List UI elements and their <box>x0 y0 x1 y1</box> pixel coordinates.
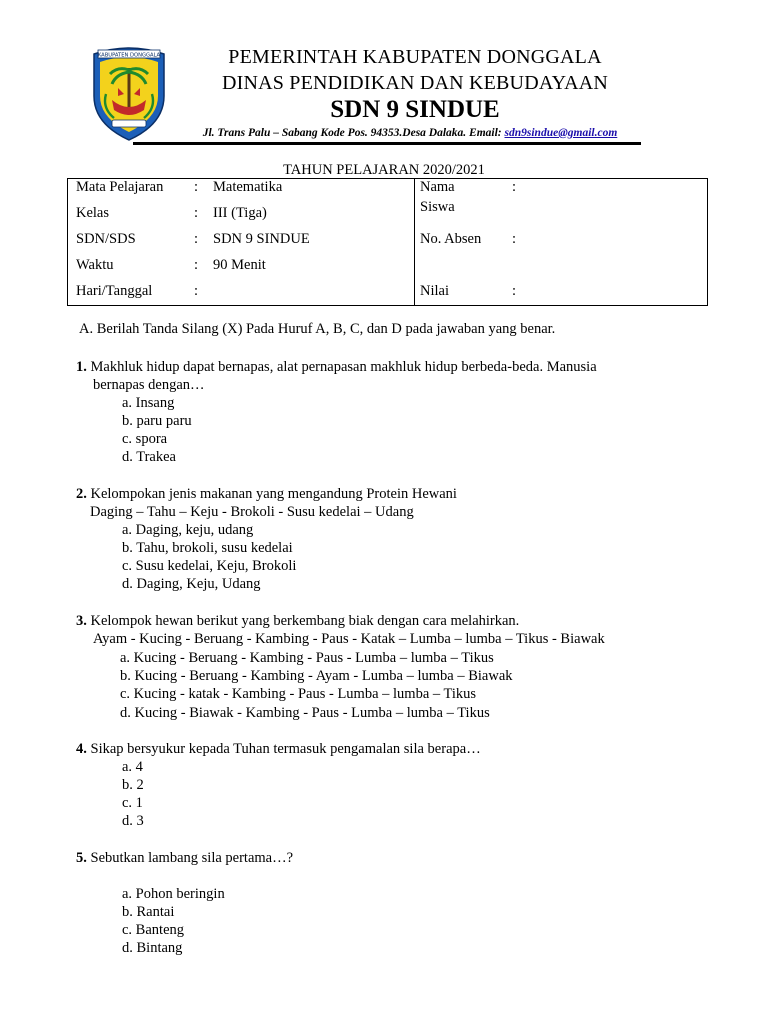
question-1-option-b[interactable]: b. paru paru <box>122 413 192 429</box>
score-label: Nilai <box>420 283 449 299</box>
subject-value: Matematika <box>213 179 283 195</box>
question-5-option-c[interactable]: c. Banteng <box>122 922 185 938</box>
class-label: Kelas <box>76 205 110 221</box>
question-4-text: Sikap bersyukur kepada Tuhan termasuk pengamalan sila berapa… <box>86 741 481 757</box>
school-type-label: SDN/SDS <box>76 231 136 247</box>
question-3-option-c[interactable]: c. Kucing - katak - Kambing - Paus - Lumba – lumba – Tikus <box>120 686 477 702</box>
class-value: III (Tiga) <box>213 205 267 221</box>
question-5-number: 5. <box>76 850 87 866</box>
instruction: A. Berilah Tanda Silang (X) Pada Huruf A, B, C, dan D pada jawaban yang benar. <box>79 321 556 337</box>
question-5-option-d[interactable]: d. Bintang <box>122 940 183 956</box>
table-divider <box>414 179 415 305</box>
question-2-text: Kelompokan jenis makanan yang mengandung Protein Hewani <box>86 486 457 502</box>
school-name: SDN 9 SINDUE <box>330 96 500 123</box>
svg-text:KABUPATEN DONGGALA: KABUPATEN DONGGALA <box>97 52 161 59</box>
question-2-option-d[interactable]: d. Daging, Keju, Udang <box>122 576 261 592</box>
department-line: DINAS PENDIDIKAN DAN KEBUDAYAAN <box>221 72 608 94</box>
question-1-option-d[interactable]: d. Trakea <box>122 449 176 465</box>
school-address <box>130 127 690 139</box>
class-colon: : <box>194 205 199 221</box>
school-type-value: SDN 9 SINDUE <box>213 231 310 247</box>
email-link[interactable]: sdn9sindue@gmail.com <box>504 127 618 139</box>
header-rule <box>133 142 641 145</box>
time-colon: : <box>194 257 199 273</box>
date-colon: : <box>194 283 199 299</box>
question-2-option-b[interactable]: b. Tahu, brokoli, susu kedelai <box>122 540 293 556</box>
absence-number-label: No. Absen <box>420 231 482 247</box>
question-1-option-a[interactable]: a. Insang <box>122 395 175 411</box>
time-value: 90 Menit <box>213 257 266 273</box>
question-3-option-d[interactable]: d. Kucing - Biawak - Kambing - Paus - Lumba – lumba – Tikus <box>120 705 490 721</box>
subject-colon: : <box>194 179 199 195</box>
question-3-option-b[interactable]: b. Kucing - Beruang - Kambing - Ayam - Lumba – lumba – Biawak <box>120 668 513 684</box>
question-4-option-a[interactable]: a. 4 <box>122 759 143 775</box>
government-line: PEMERINTAH KABUPATEN DONGGALA <box>228 46 602 68</box>
question-4 <box>76 740 481 758</box>
question-2-option-c[interactable]: c. Susu kedelai, Keju, Brokoli <box>122 558 297 574</box>
question-1 <box>76 358 597 376</box>
question-4-number: 4. <box>76 741 87 757</box>
question-4-option-b[interactable]: b. 2 <box>122 777 144 793</box>
question-3 <box>76 612 519 630</box>
question-1-text: Makhluk hidup dapat bernapas, alat pernapasan makhluk hidup berbeda-beda. Manusia <box>86 359 597 375</box>
time-label: Waktu <box>76 257 114 273</box>
student-name-label: Nama <box>420 179 455 195</box>
question-5-text: Sebutkan lambang sila pertama…? <box>86 850 294 866</box>
question-2-option-a[interactable]: a. Daging, keju, udang <box>122 522 254 538</box>
question-1-text-2: bernapas dengan… <box>93 377 205 393</box>
question-3-text: Kelompok hewan berikut yang berkembang biak dengan cara melahirkan. <box>86 613 520 629</box>
student-info-table <box>67 178 708 306</box>
question-2 <box>76 485 457 503</box>
question-4-option-c[interactable]: c. 1 <box>122 795 143 811</box>
student-name-label-2: Siswa <box>420 199 455 215</box>
question-4-option-d[interactable]: d. 3 <box>122 813 144 829</box>
question-2-text-2: Daging – Tahu – Keju - Brokoli - Susu kedelai – Udang <box>90 504 414 520</box>
question-5-option-b[interactable]: b. Rantai <box>122 904 175 920</box>
question-1-number: 1. <box>76 359 87 375</box>
date-label: Hari/Tanggal <box>76 283 153 299</box>
question-1-option-c[interactable]: c. spora <box>122 431 168 447</box>
school-type-colon: : <box>194 231 199 247</box>
question-5 <box>76 849 293 867</box>
question-3-option-a[interactable]: a. Kucing - Beruang - Kambing - Paus - Lumba – lumba – Tikus <box>120 650 494 666</box>
student-name-colon: : <box>512 179 517 195</box>
academic-year: TAHUN PELAJARAN 2020/2021 <box>283 162 485 178</box>
score-colon: : <box>512 283 517 299</box>
address-text: Jl. Trans Palu – Sabang Kode Pos. 94353.Desa Dalaka. Email: <box>202 127 505 139</box>
question-3-number: 3. <box>76 613 87 629</box>
question-5-option-a[interactable]: a. Pohon beringin <box>122 886 225 902</box>
subject-label: Mata Pelajaran <box>76 179 164 195</box>
absence-number-colon: : <box>512 231 517 247</box>
question-2-number: 2. <box>76 486 87 502</box>
question-3-text-2: Ayam - Kucing - Beruang - Kambing - Paus - Katak – Lumba – lumba – Tikus - Biawak <box>93 631 605 647</box>
